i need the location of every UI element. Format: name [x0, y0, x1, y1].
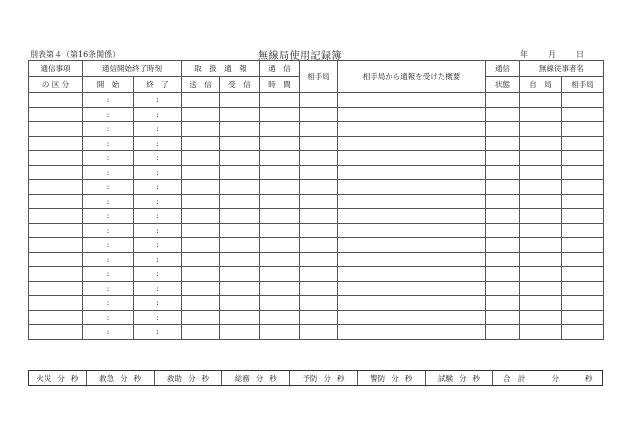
log-cell[interactable] — [520, 296, 562, 311]
log-cell[interactable] — [486, 122, 520, 137]
log-row — [29, 93, 604, 108]
log-cell[interactable] — [260, 136, 300, 151]
log-cell[interactable] — [338, 136, 486, 151]
comm-time-header: 通 信 — [260, 61, 300, 77]
second-unit-label: 秒 — [269, 373, 277, 383]
log-row — [29, 107, 604, 122]
start-time-cell[interactable]: : — [83, 180, 134, 195]
minute-unit-label: 分 — [551, 373, 559, 383]
log-cell[interactable] — [300, 267, 338, 282]
log-cell[interactable] — [486, 209, 520, 224]
operator-group-header: 無線従事者名 — [520, 61, 604, 77]
log-cell[interactable] — [220, 310, 260, 325]
log-cell[interactable] — [300, 223, 338, 238]
log-cell[interactable] — [562, 165, 604, 180]
log-cell[interactable] — [182, 223, 220, 238]
log-cell[interactable] — [338, 281, 486, 296]
log-cell[interactable] — [300, 122, 338, 137]
log-cell[interactable] — [338, 165, 486, 180]
log-row — [29, 238, 604, 253]
start-time-cell[interactable]: : — [83, 151, 134, 166]
log-cell[interactable] — [260, 209, 300, 224]
footer-category-label: 合 計 — [502, 373, 526, 383]
log-cell[interactable] — [29, 223, 83, 238]
start-time-cell[interactable]: : — [83, 122, 134, 137]
log-cell[interactable] — [562, 252, 604, 267]
minute-unit-label: 分 — [120, 373, 128, 383]
end-time-cell[interactable]: : — [134, 310, 182, 325]
day-label: 日 — [576, 50, 584, 59]
log-row — [29, 310, 604, 325]
footer-category-label: 救急 — [99, 373, 115, 383]
partner-station-header: 相手局 — [562, 77, 604, 93]
log-cell[interactable] — [520, 122, 562, 137]
log-cell[interactable] — [260, 122, 300, 137]
log-cell[interactable] — [260, 223, 300, 238]
footer-category-label: 予防 — [302, 373, 318, 383]
date-field — [520, 49, 584, 60]
log-cell[interactable] — [29, 122, 83, 137]
log-cell[interactable] — [29, 165, 83, 180]
log-cell[interactable] — [300, 310, 338, 325]
comm-time-subheader: 時 間 — [260, 77, 300, 93]
end-time-cell[interactable]: : — [134, 107, 182, 122]
log-cell[interactable] — [520, 281, 562, 296]
log-cell[interactable] — [29, 325, 83, 340]
log-cell[interactable] — [182, 310, 220, 325]
footer-cell[interactable] — [155, 371, 223, 385]
end-time-cell[interactable]: : — [134, 180, 182, 195]
log-cell[interactable] — [260, 107, 300, 122]
log-cell[interactable] — [520, 165, 562, 180]
log-cell[interactable] — [338, 296, 486, 311]
summary-header: 相手局から通報を受けた概要 — [338, 61, 486, 93]
log-cell[interactable] — [220, 209, 260, 224]
log-cell[interactable] — [300, 151, 338, 166]
receive-header: 受 信 — [220, 77, 260, 93]
usage-log-table — [28, 60, 604, 340]
log-cell[interactable] — [220, 223, 260, 238]
log-cell[interactable] — [486, 93, 520, 108]
log-cell[interactable] — [29, 151, 83, 166]
log-cell[interactable] — [520, 238, 562, 253]
footer-cell[interactable] — [222, 371, 290, 385]
log-cell[interactable] — [182, 267, 220, 282]
second-unit-label: 秒 — [336, 373, 345, 383]
form-header — [0, 47, 630, 61]
log-cell[interactable] — [260, 93, 300, 108]
log-cell[interactable] — [29, 93, 83, 108]
log-cell[interactable] — [520, 107, 562, 122]
log-cell[interactable] — [300, 165, 338, 180]
comm-item-header: 通信事項 — [29, 61, 83, 77]
log-cell[interactable] — [562, 107, 604, 122]
log-cell[interactable] — [260, 151, 300, 166]
log-row — [29, 223, 604, 238]
log-row — [29, 180, 604, 195]
log-cell[interactable] — [338, 267, 486, 282]
log-cell[interactable] — [182, 252, 220, 267]
log-cell[interactable] — [29, 252, 83, 267]
log-cell[interactable] — [220, 194, 260, 209]
start-time-cell[interactable]: : — [83, 281, 134, 296]
start-time-cell[interactable]: : — [83, 165, 134, 180]
log-cell[interactable] — [562, 151, 604, 166]
log-cell[interactable] — [29, 281, 83, 296]
time-group-header: 通信開始終了時刻 — [83, 61, 182, 77]
minute-unit-label: 分 — [255, 373, 264, 383]
start-time-cell[interactable]: : — [83, 252, 134, 267]
log-row — [29, 325, 604, 340]
log-cell[interactable] — [486, 325, 520, 340]
log-cell[interactable] — [562, 238, 604, 253]
comm-item-subheader: の 区 分 — [29, 77, 83, 93]
footer-cell[interactable] — [87, 371, 155, 385]
log-row — [29, 252, 604, 267]
log-cell[interactable] — [562, 267, 604, 282]
log-row — [29, 165, 604, 180]
log-cell[interactable] — [182, 93, 220, 108]
partner-header: 相手局 — [300, 61, 338, 93]
footer-category-label: 警防 — [370, 373, 386, 383]
log-cell[interactable] — [562, 296, 604, 311]
start-time-cell[interactable]: : — [83, 209, 134, 224]
log-cell[interactable] — [338, 180, 486, 195]
footer-cell[interactable] — [426, 371, 494, 385]
log-cell[interactable] — [220, 281, 260, 296]
header-row-1 — [29, 61, 604, 77]
log-cell[interactable] — [220, 122, 260, 137]
footer-cell[interactable] — [290, 371, 358, 385]
log-cell[interactable] — [486, 107, 520, 122]
log-cell[interactable] — [520, 151, 562, 166]
log-cell[interactable] — [300, 296, 338, 311]
log-cell[interactable] — [486, 252, 520, 267]
handling-group-header: 取 扱 通 報 — [182, 61, 260, 77]
log-cell[interactable] — [182, 281, 220, 296]
log-cell[interactable] — [300, 136, 338, 151]
start-time-cell[interactable]: : — [83, 238, 134, 253]
log-row — [29, 151, 604, 166]
start-time-cell[interactable]: : — [83, 93, 134, 108]
end-time-cell[interactable]: : — [134, 267, 182, 282]
log-cell[interactable] — [520, 180, 562, 195]
log-cell[interactable] — [338, 93, 486, 108]
footer-category-label: 救助 — [166, 373, 182, 383]
log-row — [29, 209, 604, 224]
log-cell[interactable] — [260, 238, 300, 253]
log-cell[interactable] — [338, 107, 486, 122]
log-cell[interactable] — [300, 194, 338, 209]
second-unit-label: 秒 — [70, 373, 79, 383]
end-time-cell[interactable]: : — [134, 165, 182, 180]
log-cell[interactable] — [486, 136, 520, 151]
log-cell[interactable] — [562, 136, 604, 151]
start-time-cell[interactable]: : — [83, 325, 134, 340]
log-cell[interactable] — [29, 194, 83, 209]
end-time-cell[interactable]: : — [134, 136, 182, 151]
appendix-label: 別表第４（第16条関係） — [30, 50, 121, 59]
log-cell[interactable] — [300, 209, 338, 224]
log-cell[interactable] — [338, 325, 486, 340]
log-cell[interactable] — [562, 325, 604, 340]
log-cell[interactable] — [220, 180, 260, 195]
log-cell[interactable] — [300, 93, 338, 108]
end-time-cell[interactable]: : — [134, 281, 182, 296]
log-cell[interactable] — [520, 325, 562, 340]
log-cell[interactable] — [260, 310, 300, 325]
log-cell[interactable] — [562, 180, 604, 195]
second-unit-label: 秒 — [584, 373, 593, 383]
log-cell[interactable] — [220, 296, 260, 311]
log-cell[interactable] — [182, 165, 220, 180]
log-cell[interactable] — [182, 238, 220, 253]
log-cell[interactable] — [486, 223, 520, 238]
log-cell[interactable] — [338, 252, 486, 267]
status-header: 通信 — [486, 61, 520, 77]
log-cell[interactable] — [182, 151, 220, 166]
log-cell[interactable] — [562, 281, 604, 296]
log-cell[interactable] — [520, 267, 562, 282]
log-cell[interactable] — [300, 107, 338, 122]
log-cell[interactable] — [182, 209, 220, 224]
log-cell[interactable] — [29, 296, 83, 311]
log-cell[interactable] — [220, 252, 260, 267]
log-cell[interactable] — [486, 238, 520, 253]
second-unit-label: 秒 — [133, 373, 142, 383]
log-cell[interactable] — [182, 325, 220, 340]
log-cell[interactable] — [562, 209, 604, 224]
log-cell[interactable] — [220, 107, 260, 122]
footer-category-label: 火災 — [36, 373, 52, 383]
log-cell[interactable] — [29, 180, 83, 195]
log-row — [29, 281, 604, 296]
form-title: 無線局使用記録簿 — [258, 51, 342, 62]
month-label: 月 — [548, 50, 556, 59]
log-cell[interactable] — [300, 281, 338, 296]
end-time-cell[interactable]: : — [134, 151, 182, 166]
end-time-cell[interactable]: : — [134, 296, 182, 311]
log-cell[interactable] — [486, 194, 520, 209]
log-cell[interactable] — [520, 136, 562, 151]
log-cell[interactable] — [486, 267, 520, 282]
end-time-cell[interactable]: : — [134, 122, 182, 137]
end-header: 終 了 — [134, 77, 182, 93]
log-cell[interactable] — [220, 325, 260, 340]
log-cell[interactable] — [520, 252, 562, 267]
log-cell[interactable] — [260, 252, 300, 267]
log-cell[interactable] — [182, 180, 220, 195]
start-time-cell[interactable]: : — [83, 194, 134, 209]
log-row — [29, 194, 604, 209]
log-cell[interactable] — [562, 194, 604, 209]
minute-unit-label: 分 — [459, 373, 467, 383]
start-time-cell[interactable]: : — [83, 310, 134, 325]
log-cell[interactable] — [486, 281, 520, 296]
start-header: 開 始 — [83, 77, 134, 93]
second-unit-label: 秒 — [404, 373, 413, 383]
log-cell[interactable] — [486, 165, 520, 180]
log-cell[interactable] — [29, 136, 83, 151]
log-cell[interactable] — [260, 180, 300, 195]
log-cell[interactable] — [520, 223, 562, 238]
log-row — [29, 296, 604, 311]
log-cell[interactable] — [338, 122, 486, 137]
log-cell[interactable] — [220, 136, 260, 151]
footer-cell[interactable] — [29, 371, 87, 385]
log-cell[interactable] — [220, 267, 260, 282]
log-cell[interactable] — [338, 310, 486, 325]
log-cell[interactable] — [338, 223, 486, 238]
end-time-cell[interactable]: : — [134, 238, 182, 253]
own-station-header: 自 局 — [520, 77, 562, 93]
minute-unit-label: 分 — [391, 373, 399, 383]
log-cell[interactable] — [182, 122, 220, 137]
end-time-cell[interactable]: : — [134, 209, 182, 224]
end-time-cell[interactable]: : — [134, 223, 182, 238]
footer-cell[interactable] — [493, 371, 602, 385]
log-cell[interactable] — [338, 238, 486, 253]
log-cell[interactable] — [260, 194, 300, 209]
minute-unit-label: 分 — [57, 373, 65, 383]
log-cell[interactable] — [220, 93, 260, 108]
log-cell[interactable] — [220, 151, 260, 166]
log-cell[interactable] — [260, 281, 300, 296]
log-cell[interactable] — [338, 151, 486, 166]
log-cell[interactable] — [300, 238, 338, 253]
log-cell[interactable] — [182, 107, 220, 122]
log-cell[interactable] — [520, 194, 562, 209]
log-cell[interactable] — [300, 325, 338, 340]
log-cell[interactable] — [486, 296, 520, 311]
log-cell[interactable] — [486, 180, 520, 195]
second-unit-label: 秒 — [201, 373, 209, 383]
minute-unit-label: 分 — [323, 373, 331, 383]
log-cell[interactable] — [29, 238, 83, 253]
start-time-cell[interactable]: : — [83, 136, 134, 151]
log-row — [29, 136, 604, 151]
log-cell[interactable] — [182, 296, 220, 311]
log-cell[interactable] — [300, 180, 338, 195]
log-cell[interactable] — [338, 209, 486, 224]
end-time-cell[interactable]: : — [134, 252, 182, 267]
end-time-cell[interactable]: : — [134, 194, 182, 209]
log-cell[interactable] — [338, 194, 486, 209]
start-time-cell[interactable]: : — [83, 223, 134, 238]
log-cell[interactable] — [29, 267, 83, 282]
log-cell[interactable] — [300, 252, 338, 267]
year-label: 年 — [520, 50, 528, 59]
log-cell[interactable] — [220, 238, 260, 253]
second-unit-label: 秒 — [472, 373, 480, 383]
log-cell[interactable] — [520, 310, 562, 325]
start-time-cell[interactable]: : — [83, 267, 134, 282]
log-cell[interactable] — [260, 325, 300, 340]
end-time-cell[interactable]: : — [134, 325, 182, 340]
log-cell[interactable] — [29, 310, 83, 325]
log-row — [29, 122, 604, 137]
log-cell[interactable] — [29, 107, 83, 122]
log-cell[interactable] — [562, 122, 604, 137]
start-time-cell[interactable]: : — [83, 107, 134, 122]
log-row — [29, 267, 604, 282]
send-header: 送 信 — [182, 77, 220, 93]
footer-category-label: 試験 — [438, 373, 453, 383]
end-time-cell[interactable]: : — [134, 93, 182, 108]
footer-category-label: 総務 — [234, 373, 250, 383]
log-cell[interactable] — [182, 136, 220, 151]
log-cell[interactable] — [220, 165, 260, 180]
footer-cell[interactable] — [358, 371, 426, 385]
log-cell[interactable] — [520, 209, 562, 224]
log-cell[interactable] — [260, 267, 300, 282]
log-cell[interactable] — [182, 194, 220, 209]
start-time-cell[interactable]: : — [83, 296, 134, 311]
log-cell[interactable] — [486, 310, 520, 325]
log-cell[interactable] — [562, 93, 604, 108]
log-cell[interactable] — [486, 151, 520, 166]
log-cell[interactable] — [562, 223, 604, 238]
status-subheader: 状態 — [486, 77, 520, 93]
minute-unit-label: 分 — [187, 373, 196, 383]
time-summary-footer — [28, 370, 603, 386]
log-cell[interactable] — [29, 209, 83, 224]
log-cell[interactable] — [520, 93, 562, 108]
log-cell[interactable] — [260, 296, 300, 311]
log-cell[interactable] — [260, 165, 300, 180]
log-cell[interactable] — [562, 310, 604, 325]
